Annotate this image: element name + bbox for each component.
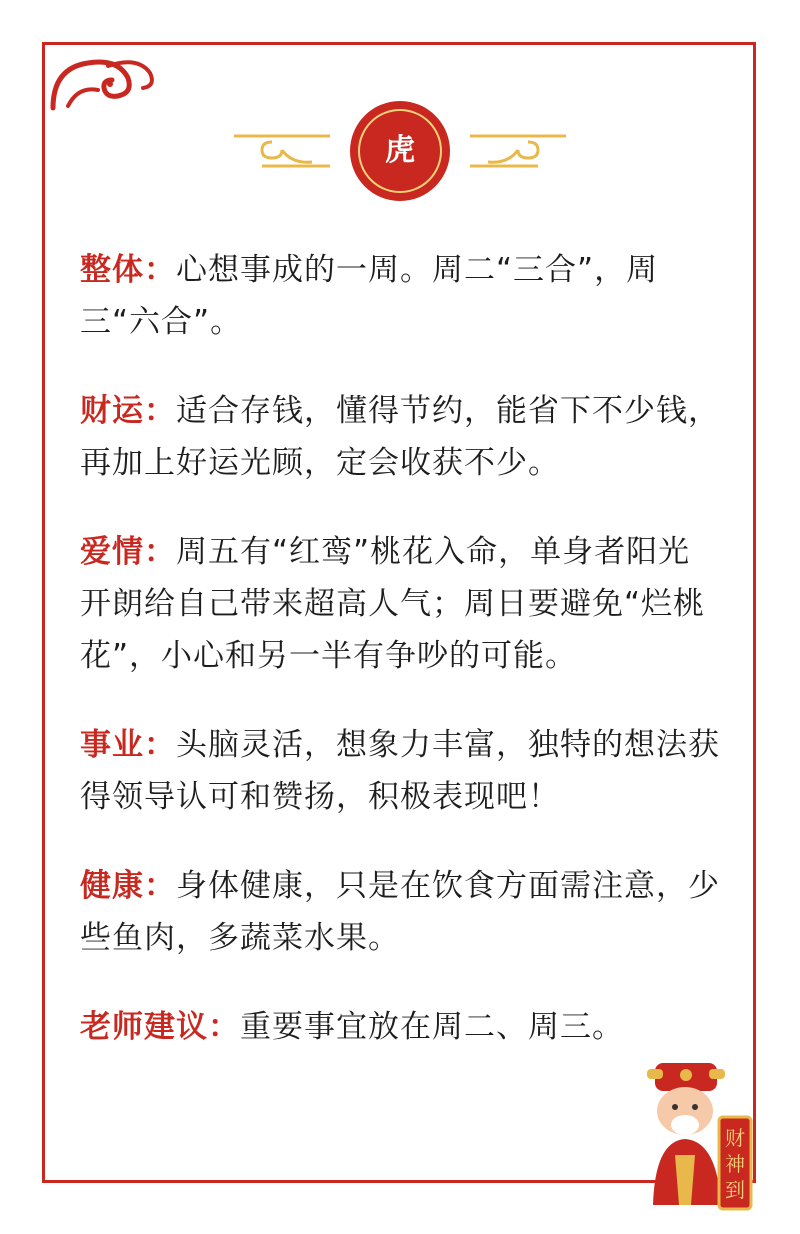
section-label: 老师建议： [80,1009,240,1045]
horoscope-content [80,244,722,1090]
section-overall [80,244,722,348]
god-of-wealth-icon [635,1055,760,1215]
section-career [80,719,722,823]
section-advice [80,1001,722,1053]
section-text: 周五有“红鸾”桃花入命，单身者阳光开朗给自己带来超高人气；周日要避免“烂桃花”，小心和另一半有争吵的可能。 [80,534,706,674]
svg-text:到: 到 [725,1178,745,1202]
zodiac-badge [350,101,450,201]
svg-text:财: 财 [725,1126,745,1150]
section-text: 重要事宜放在周二、周三。 [240,1009,624,1045]
section-label: 整体： [80,252,176,288]
section-text: 身体健康，只是在饮食方面需注意，少些鱼肉，多蔬菜水果。 [80,868,720,956]
section-health [80,860,722,964]
section-love [80,526,722,682]
section-label: 财运： [80,393,176,429]
auspicious-cloud-corner-icon [48,48,158,118]
section-label: 健康： [80,868,176,904]
section-wealth [80,385,722,489]
section-label: 爱情： [80,534,176,570]
section-text: 心想事成的一周。周二“三合”，周三“六合”。 [80,252,659,340]
section-label: 事业： [80,727,176,763]
svg-text:神: 神 [725,1152,745,1176]
gold-cloud-right-icon [468,128,568,172]
zodiac-character: 虎 [385,133,415,168]
section-text: 适合存钱，懂得节约，能省下不少钱，再加上好运光顾，定会收获不少。 [80,393,720,481]
gold-cloud-left-icon [232,128,332,172]
section-text: 头脑灵活，想象力丰富，独特的想法获得领导认可和赞扬，积极表现吧！ [80,727,720,815]
